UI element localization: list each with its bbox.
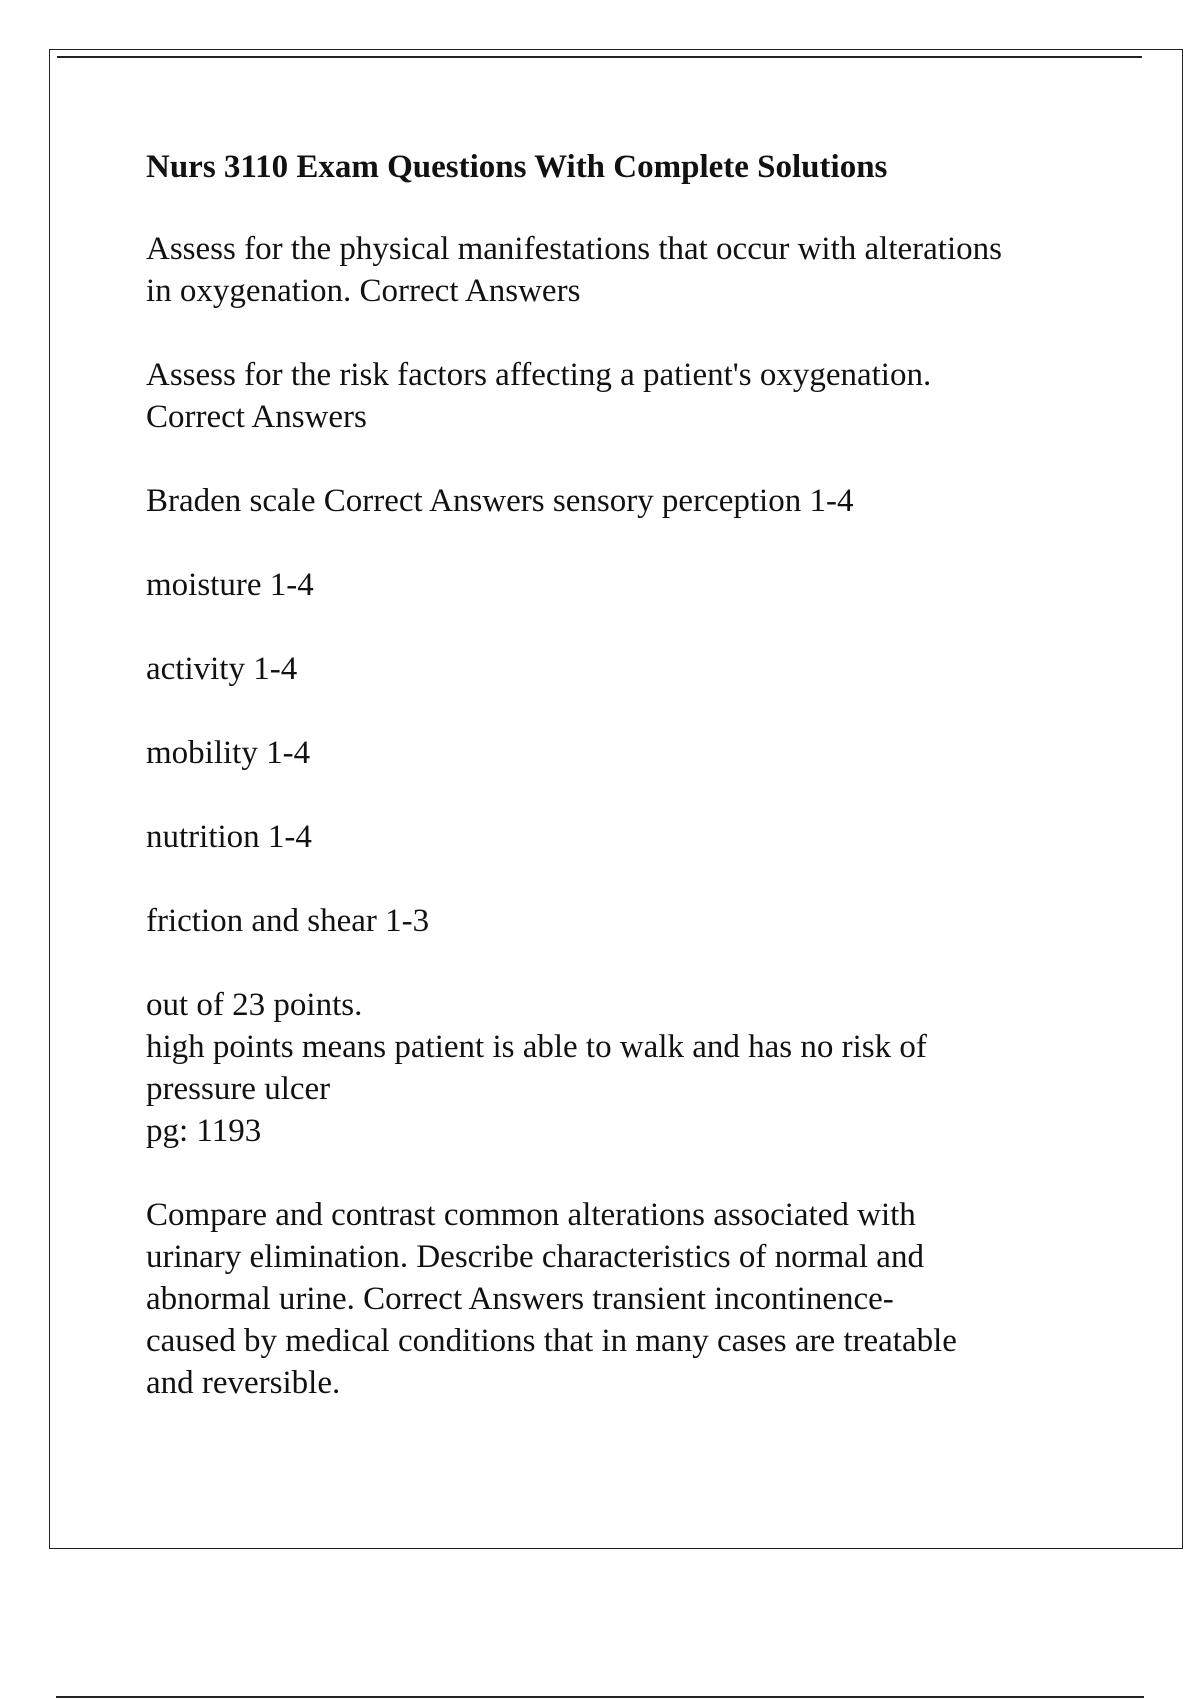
paragraph-activity bbox=[146, 648, 1146, 690]
text-line: activity 1-4 bbox=[146, 651, 298, 687]
text-line: abnormal urine. Correct Answers transient incontinence- bbox=[146, 1281, 894, 1317]
text-line: moisture 1-4 bbox=[146, 567, 314, 603]
text-line: Compare and contrast common alterations associated with bbox=[146, 1197, 916, 1233]
page-frame bbox=[49, 49, 1183, 1549]
text-line: nutrition 1-4 bbox=[146, 819, 312, 855]
document-title: Nurs 3110 Exam Questions With Complete Solutions bbox=[146, 149, 888, 185]
paragraph-urinary-elimination bbox=[146, 1194, 1146, 1404]
paragraph-oxygenation-manifestations bbox=[146, 228, 1146, 312]
text-line: high points means patient is able to walk and has no risk of bbox=[146, 1029, 927, 1065]
paragraph-braden-scale bbox=[146, 480, 1146, 522]
top-rule bbox=[57, 56, 1142, 58]
paragraph-mobility bbox=[146, 732, 1146, 774]
paragraph-braden-total bbox=[146, 984, 1146, 1152]
bottom-rule bbox=[56, 1696, 1144, 1698]
paragraph-oxygenation-risk-factors bbox=[146, 354, 1146, 438]
text-line: pressure ulcer bbox=[146, 1071, 331, 1107]
text-line: pg: 1193 bbox=[146, 1113, 262, 1149]
text-line: Assess for the physical manifestations that occur with alterations bbox=[146, 231, 1002, 267]
text-line: Correct Answers bbox=[146, 399, 367, 435]
text-line: caused by medical conditions that in many cases are treatable bbox=[146, 1323, 957, 1359]
paragraph-nutrition bbox=[146, 816, 1146, 858]
text-line: Assess for the risk factors affecting a patient's oxygenation. bbox=[146, 357, 932, 393]
text-line: out of 23 points. bbox=[146, 987, 363, 1023]
document-body bbox=[146, 146, 1146, 1446]
text-line: mobility 1-4 bbox=[146, 735, 311, 771]
text-line: in oxygenation. Correct Answers bbox=[146, 273, 581, 309]
text-line: and reversible. bbox=[146, 1365, 341, 1401]
paragraph-moisture bbox=[146, 564, 1146, 606]
paragraph-friction-shear bbox=[146, 900, 1146, 942]
text-line: urinary elimination. Describe characteristics of normal and bbox=[146, 1239, 924, 1275]
text-line: Braden scale Correct Answers sensory perception 1-4 bbox=[146, 483, 854, 519]
text-line: friction and shear 1-3 bbox=[146, 903, 430, 939]
